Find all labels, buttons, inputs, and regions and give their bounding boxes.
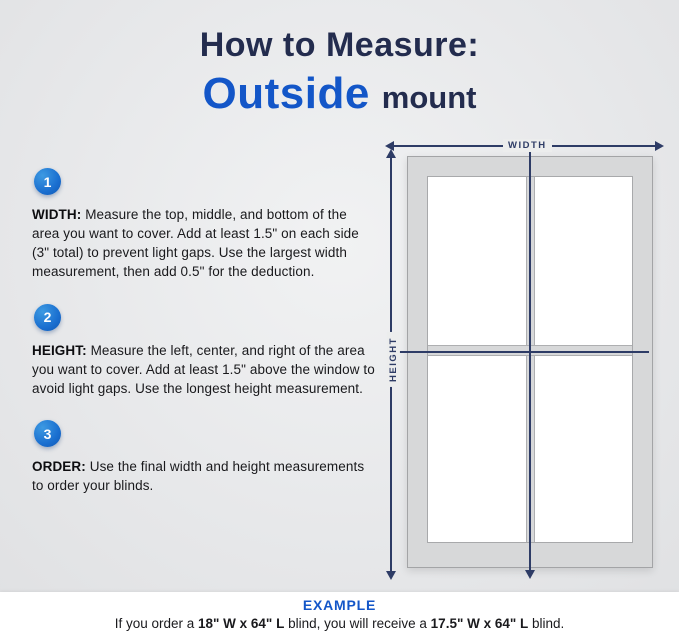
step-3-label: ORDER: bbox=[32, 459, 86, 475]
title-highlight: Outside bbox=[202, 69, 370, 118]
example-part2: blind, you will receive a bbox=[284, 616, 431, 631]
center-vertical-line bbox=[529, 146, 531, 574]
center-arrow-down-icon bbox=[525, 570, 535, 579]
step-2-body: Measure the left, center, and right of the area you want to cover. Add at least 1.5" above the window to avoid light gaps. Use the longest height measurement. bbox=[32, 342, 375, 396]
example-sentence bbox=[0, 616, 679, 631]
example-part1: If you order a bbox=[114, 616, 198, 631]
arrow-down-icon bbox=[386, 571, 396, 580]
title-rest: mount bbox=[381, 80, 477, 115]
step-1-label: WIDTH: bbox=[32, 207, 82, 222]
arrow-right-icon bbox=[655, 141, 664, 151]
step-2-badge: 2 bbox=[34, 304, 61, 331]
example-size-received: 17.5" W x 64" L bbox=[430, 616, 529, 631]
arrow-up-icon bbox=[386, 149, 396, 158]
step-3-badge: 3 bbox=[34, 420, 61, 447]
example-size-ordered: 18" W x 64" L bbox=[198, 616, 285, 631]
step-1-badge: 1 bbox=[34, 168, 61, 195]
width-dimension-label: WIDTH bbox=[503, 139, 552, 152]
step-1-body: Measure the top, middle, and bottom of the area you want to cover. Add at least 1.5" on each side (3" total) to prevent light gaps. Use the largest width measurement, then add 0.5" for the deduction. bbox=[32, 207, 359, 280]
step-2-label: HEIGHT: bbox=[32, 342, 87, 358]
example-title: EXAMPLE bbox=[302, 597, 377, 613]
step-3-body: Use the final width and height measurements to order your blinds. bbox=[32, 459, 365, 494]
center-horizontal-line bbox=[393, 351, 649, 353]
title-line-1: How to Measure: bbox=[199, 26, 480, 64]
height-dimension-label: HEIGHT bbox=[387, 332, 400, 387]
example-part3: blind. bbox=[528, 616, 565, 631]
example-footer bbox=[0, 592, 679, 644]
